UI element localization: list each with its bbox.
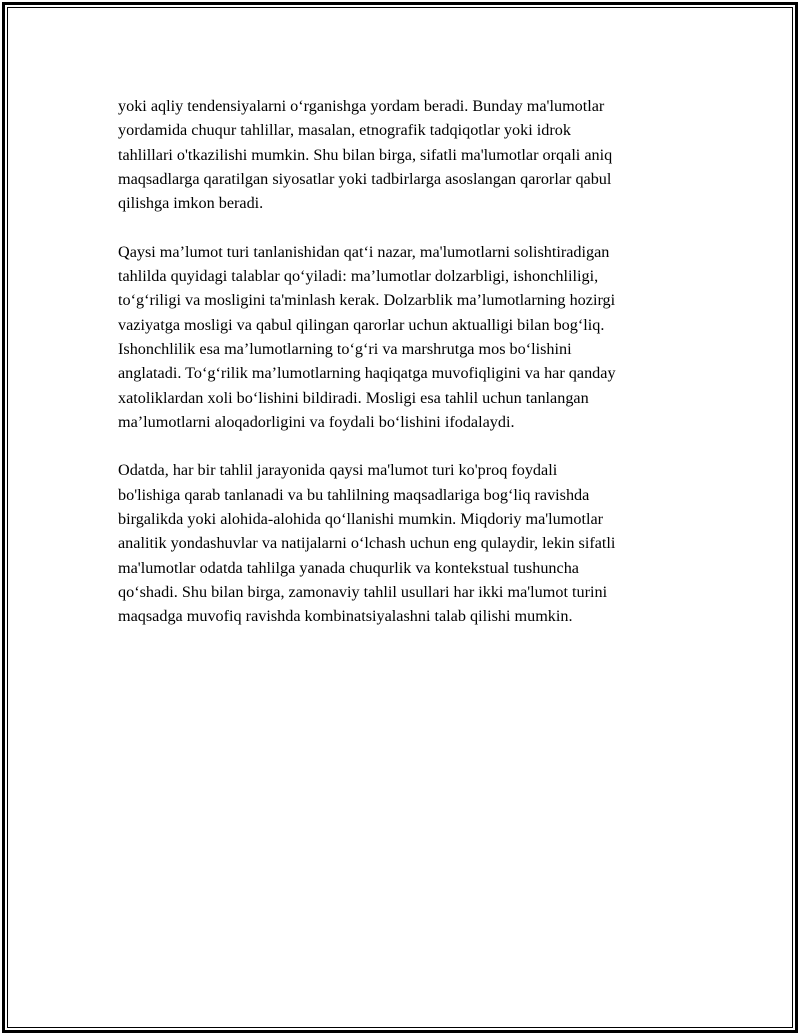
- text-line: to‘g‘riligi va mosligini ta'minlash kerak. Dolzarblik ma’lumotlarning hozirgi: [118, 291, 616, 310]
- text-line: vaziyatga mosligi va qabul qilingan qarorlar uchun aktualligi bilan bog‘liq.: [118, 315, 605, 334]
- paragraph-1: [118, 94, 688, 215]
- text-line: bo'lishiga qarab tanlanadi va bu tahlilning maqsadlariga bog‘liq ravishda: [118, 485, 590, 504]
- text-line: yoki aqliy tendensiyalarni o‘rganishga yordam beradi. Bunday ma'lumotlar: [118, 97, 605, 115]
- text-line: xatoliklardan xoli bo‘lishini bildiradi. Mosligi esa tahlil uchun tanlangan: [118, 388, 589, 407]
- text-line: ma'lumotlar odatda tahlilga yanada chuqurlik va kontekstual tushuncha: [118, 558, 579, 577]
- document-body: [118, 94, 688, 653]
- text-line: tahlillari o'tkazilishi mumkin. Shu bilan birga, sifatli ma'lumotlar orqali aniq: [118, 145, 613, 164]
- text-line: analitik yondashuvlar va natijalarni o‘lchash uchun eng qulaydir, lekin sifatli: [118, 534, 616, 553]
- text-line: Qaysi ma’lumot turi tanlanishidan qat‘i nazar, ma'lumotlarni solishtiradigan: [118, 242, 610, 261]
- text-line: tahlilda quyidagi talablar qo‘yiladi: ma’lumotlar dolzarbligi, ishonchliligi,: [118, 267, 599, 286]
- paragraph-3: [118, 458, 688, 628]
- text-line: maqsadga muvofiq ravishda kombinatsiyalashni talab qilishi mumkin.: [118, 607, 573, 626]
- text-line: yordamida chuqur tahlillar, masalan, etnografik tadqiqotlar yoki idrok: [118, 121, 571, 140]
- text-line: Odatda, har bir tahlil jarayonida qaysi ma'lumot turi ko'proq foydali: [118, 461, 558, 480]
- text-line: qilishga imkon beradi.: [118, 194, 264, 213]
- text-line: anglatadi. To‘g‘rilik ma’lumotlarning haqiqatga muvofiqligini va har qanday: [118, 364, 616, 383]
- text-line: ma’lumotlarni aloqadorligini va foydali bo‘lishini ifodalaydi.: [118, 412, 515, 431]
- text-line: birgalikda yoki alohida-alohida qo‘llanishi mumkin. Miqdoriy ma'lumotlar: [118, 510, 604, 529]
- paragraph-2: [118, 240, 688, 434]
- text-line: maqsadlarga qaratilgan siyosatlar yoki tadbirlarga asoslangan qarorlar qabul: [118, 169, 612, 188]
- text-line: Ishonchlilik esa ma’lumotlarning to‘g‘ri va marshrutga mos bo‘lishini: [118, 339, 572, 358]
- text-line: qo‘shadi. Shu bilan birga, zamonaviy tahlil usullari har ikki ma'lumot turini: [118, 582, 608, 601]
